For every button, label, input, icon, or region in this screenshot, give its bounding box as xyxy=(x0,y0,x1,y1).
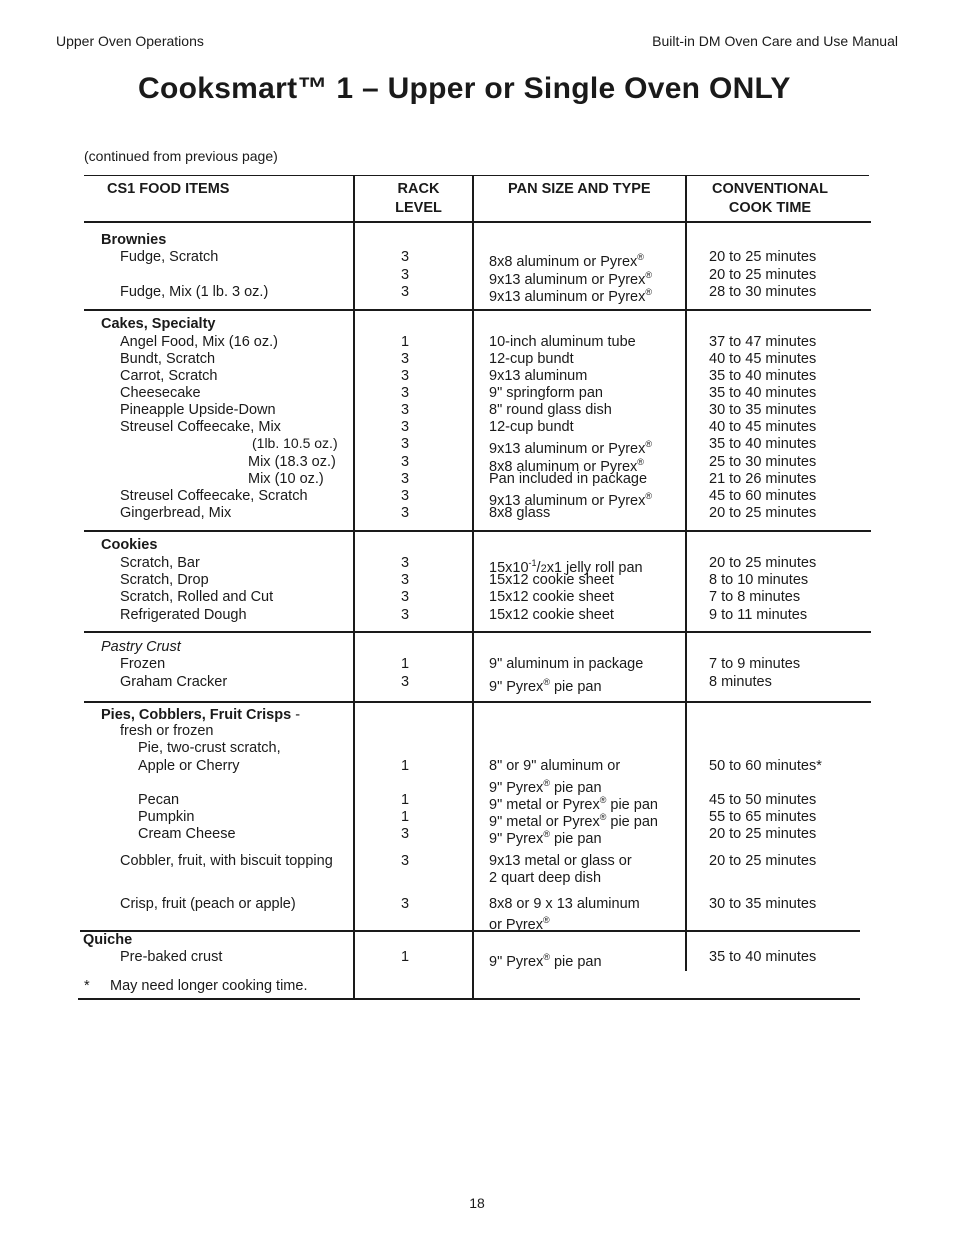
rack-level: 3 xyxy=(401,284,410,300)
cook-time: 35 to 40 minutes xyxy=(709,949,817,965)
rack-level: 3 xyxy=(401,402,410,418)
pan-type: 12-cup bundt xyxy=(489,419,574,435)
pan-type: 9x13 aluminum or Pyrex® xyxy=(489,439,652,457)
col-header-time-line2: COOK TIME xyxy=(728,200,812,216)
pies-bottom-rule xyxy=(80,930,860,932)
rack-level: 1 xyxy=(401,334,410,350)
cook-time: 8 minutes xyxy=(709,674,772,690)
section-subtitle: fresh or frozen xyxy=(120,723,214,739)
rack-level: 3 xyxy=(401,351,410,367)
rack-level: 1 xyxy=(401,656,410,672)
cook-time: 20 to 25 minutes xyxy=(709,555,817,571)
pan-type: 9x13 aluminum or Pyrex® xyxy=(489,491,652,509)
pan-type: 2 quart deep dish xyxy=(489,870,602,886)
page-title: Cooksmart™ 1 – Upper or Single Oven ONLY xyxy=(138,72,791,105)
food-item: Scratch, Rolled and Cut xyxy=(120,589,274,605)
cook-time: 50 to 60 minutes* xyxy=(709,758,822,774)
page-number: 18 xyxy=(469,1195,485,1211)
rack-level: 3 xyxy=(401,589,410,605)
section-title-pies: Pies, Cobblers, Fruit Crisps - xyxy=(101,707,301,723)
food-item: Angel Food, Mix (16 oz.) xyxy=(120,334,278,350)
food-item: Graham Cracker xyxy=(120,674,228,690)
cook-time: 55 to 65 minutes xyxy=(709,809,817,825)
cook-time: 35 to 40 minutes xyxy=(709,436,817,452)
rack-level: 3 xyxy=(401,853,410,869)
col-divider-2 xyxy=(472,176,474,1000)
rack-level: 3 xyxy=(401,674,410,690)
cookies-bottom-rule xyxy=(84,631,871,633)
footnote-mark: * xyxy=(84,978,90,994)
pan-type: $15x10^{-1}/2x1$ jelly roll pan xyxy=(489,558,643,576)
cook-time: 21 to 26 minutes xyxy=(709,471,817,487)
pan-type: 8" round glass dish xyxy=(489,402,612,418)
cook-time: 35 to 40 minutes xyxy=(709,385,817,401)
pan-type: 9" metal or Pyrex® pie pan xyxy=(489,812,658,830)
pan-type: 9" springform pan xyxy=(489,385,603,401)
col-header-rack-line1: RACK xyxy=(397,181,440,197)
running-header-left: Upper Oven Operations xyxy=(56,33,204,49)
food-item: Crisp, fruit (peach or apple) xyxy=(120,896,296,912)
pan-type: 8x8 glass xyxy=(489,505,551,521)
col-header-time xyxy=(692,180,848,218)
col-divider-1 xyxy=(353,176,355,1000)
cook-time: 20 to 25 minutes xyxy=(709,267,817,283)
footnote: May need longer cooking time. xyxy=(110,978,308,994)
table-bottom-rule xyxy=(78,998,860,1000)
food-item: Scratch, Bar xyxy=(120,555,200,571)
food-item: Pumpkin xyxy=(138,809,195,825)
section-title-cakes: Cakes, Specialty xyxy=(101,316,216,332)
food-item: Refrigerated Dough xyxy=(120,607,247,623)
rack-level: 3 xyxy=(401,826,410,842)
pan-type: 9" Pyrex® pie pan xyxy=(489,952,602,970)
food-item: Scratch, Drop xyxy=(120,572,209,588)
rack-level: 3 xyxy=(401,249,410,265)
food-item: (1lb. 10.5 oz.) xyxy=(252,435,338,451)
pan-type: 9x13 aluminum or Pyrex® xyxy=(489,270,652,288)
col-header-rack-line2: LEVEL xyxy=(395,200,442,216)
section-title-cookies: Cookies xyxy=(101,537,158,553)
cook-time: 7 to 8 minutes xyxy=(709,589,801,605)
col-header-time-line1: CONVENTIONAL xyxy=(712,181,828,197)
rack-level: 3 xyxy=(401,572,410,588)
cook-time: 20 to 25 minutes xyxy=(709,826,817,842)
cook-time: 7 to 9 minutes xyxy=(709,656,801,672)
food-item: Cheesecake xyxy=(120,385,201,401)
rack-level: 3 xyxy=(401,505,410,521)
pan-type: 8x8 aluminum or Pyrex® xyxy=(489,252,644,270)
rack-level: 1 xyxy=(401,809,410,825)
cook-time: 9 to 11 minutes xyxy=(709,607,808,623)
cook-time: 45 to 50 minutes xyxy=(709,792,817,808)
col-divider-3 xyxy=(685,176,687,971)
cook-time: 40 to 45 minutes xyxy=(709,351,817,367)
pan-type: 12-cup bundt xyxy=(489,351,574,367)
food-item: Carrot, Scratch xyxy=(120,368,218,384)
food-item: Pecan xyxy=(138,792,180,808)
pan-type: 9" Pyrex® pie pan xyxy=(489,677,602,695)
pan-type: 8x8 or 9 x 13 aluminum xyxy=(489,896,640,912)
food-item: Streusel Coffeecake, Mix xyxy=(120,419,281,435)
food-item: Bundt, Scratch xyxy=(120,351,216,367)
food-item: Streusel Coffeecake, Scratch xyxy=(120,488,308,504)
cook-time: 28 to 30 minutes xyxy=(709,284,817,300)
food-item: Mix (18.3 oz.) xyxy=(248,454,336,470)
pan-type: 9x13 aluminum xyxy=(489,368,588,384)
cook-time: 8 to 10 minutes xyxy=(709,572,809,588)
cook-time: 20 to 25 minutes xyxy=(709,505,817,521)
col-header-food: CS1 FOOD ITEMS xyxy=(107,181,230,197)
rack-level: 3 xyxy=(401,267,410,283)
pan-type: 9" metal or Pyrex® pie pan xyxy=(489,795,658,813)
food-item: Fudge, Mix (1 lb. 3 oz.) xyxy=(120,284,269,300)
rack-level: 3 xyxy=(401,555,410,571)
food-item: Frozen xyxy=(120,656,166,672)
pan-type: 9" Pyrex® pie pan xyxy=(489,778,602,796)
rack-level: 3 xyxy=(401,488,410,504)
pan-type: 9" aluminum in package xyxy=(489,656,644,672)
section-subtitle: Pie, two-crust scratch, xyxy=(138,740,281,756)
cook-time: 30 to 35 minutes xyxy=(709,896,817,912)
food-item: Cream Cheese xyxy=(138,826,236,842)
pan-type: 9" Pyrex® pie pan xyxy=(489,829,602,847)
cook-time: 40 to 45 minutes xyxy=(709,419,817,435)
food-item: Fudge, Scratch xyxy=(120,249,219,265)
cook-time: 45 to 60 minutes xyxy=(709,488,817,504)
pan-type: Pan included in package xyxy=(489,471,648,487)
pan-type: 9x13 metal or glass or xyxy=(489,853,632,869)
rack-level: 3 xyxy=(401,454,410,470)
pastry-bottom-rule xyxy=(84,701,871,703)
food-item: Mix (10 oz.) xyxy=(248,471,324,487)
section-title-pastry: Pastry Crust xyxy=(101,639,181,655)
pan-type: 15x12 cookie sheet xyxy=(489,572,614,588)
cook-time: 37 to 47 minutes xyxy=(709,334,817,350)
continued-note: (continued from previous page) xyxy=(84,148,278,164)
rack-level: 3 xyxy=(401,471,410,487)
food-item: Pineapple Upside-Down xyxy=(120,402,276,418)
food-item: Gingerbread, Mix xyxy=(120,505,232,521)
pan-type: 10-inch aluminum tube xyxy=(489,334,636,350)
rack-level: 3 xyxy=(401,607,410,623)
pan-type: 15x12 cookie sheet xyxy=(489,607,614,623)
rack-level: 3 xyxy=(401,368,410,384)
food-item: Apple or Cherry xyxy=(138,758,240,774)
rack-level: 1 xyxy=(401,949,410,965)
cook-time: 30 to 35 minutes xyxy=(709,402,817,418)
rack-level: 1 xyxy=(401,792,410,808)
rack-level: 3 xyxy=(401,896,410,912)
pan-type: 8" or 9" aluminum or xyxy=(489,758,621,774)
rack-level: 3 xyxy=(401,436,410,452)
col-header-rack xyxy=(355,180,482,218)
header-bottom-rule xyxy=(84,221,871,223)
cook-time: 20 to 25 minutes xyxy=(709,853,817,869)
pan-type: 15x12 cookie sheet xyxy=(489,589,614,605)
rack-level: 3 xyxy=(401,419,410,435)
cook-time: 35 to 40 minutes xyxy=(709,368,817,384)
section-title-brownies: Brownies xyxy=(101,232,167,248)
cook-time: 25 to 30 minutes xyxy=(709,454,817,470)
table-top-rule xyxy=(84,175,869,176)
food-item: Pre-baked crust xyxy=(120,949,223,965)
brownies-bottom-rule xyxy=(84,309,871,311)
pan-type: 8x8 aluminum or Pyrex® xyxy=(489,457,644,475)
running-header-right: Built-in DM Oven Care and Use Manual xyxy=(652,33,898,49)
cakes-bottom-rule xyxy=(84,530,871,532)
cook-time: 20 to 25 minutes xyxy=(709,249,817,265)
rack-level: 1 xyxy=(401,758,410,774)
col-header-pan: PAN SIZE AND TYPE xyxy=(508,181,651,197)
pan-type: or Pyrex® xyxy=(489,915,550,933)
rack-level: 3 xyxy=(401,385,410,401)
food-item: Cobbler, fruit, with biscuit topping xyxy=(120,853,333,869)
section-title-quiche: Quiche xyxy=(83,932,133,948)
pan-type: 9x13 aluminum or Pyrex® xyxy=(489,287,652,305)
